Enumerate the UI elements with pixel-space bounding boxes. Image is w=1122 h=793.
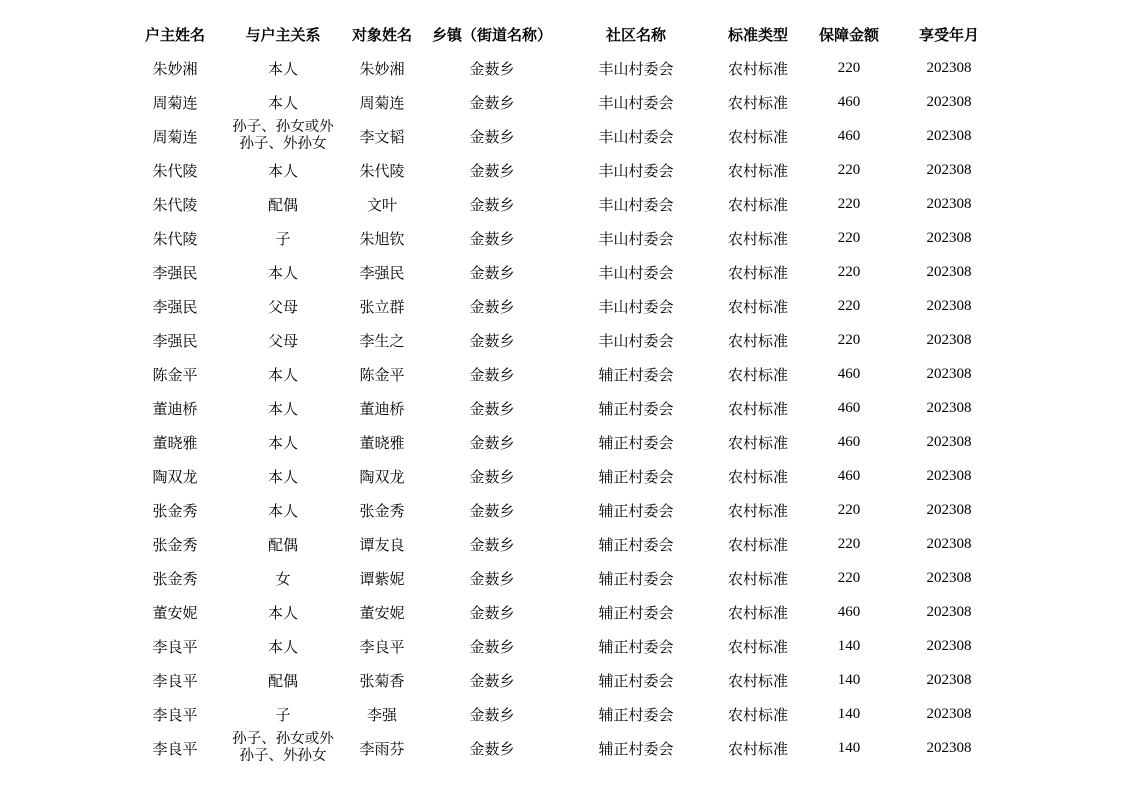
cell-relationship: 父母 — [267, 331, 298, 350]
cell-standard-type: 农村标准 — [727, 59, 788, 78]
cell-community: 丰山村委会 — [598, 59, 674, 78]
cell-community: 辅正村委会 — [598, 365, 674, 384]
cell-recipient-name: 谭紫妮 — [359, 569, 405, 588]
cell-householder-name: 陈金平 — [152, 365, 198, 384]
table-row — [120, 459, 1000, 493]
cell-standard-type: 农村标准 — [727, 127, 788, 146]
header-amount: 保障金额 — [818, 25, 879, 44]
cell-township: 金薮乡 — [469, 331, 515, 350]
cell-standard-type: 农村标准 — [727, 161, 788, 180]
cell-standard-type: 农村标准 — [727, 263, 788, 282]
cell-year-month: 202308 — [926, 501, 972, 518]
cell-community: 丰山村委会 — [598, 263, 674, 282]
table-row — [120, 493, 1000, 527]
cell-householder-name: 李良平 — [152, 671, 198, 690]
cell-year-month: 202308 — [926, 195, 972, 212]
cell-relationship: 孙子、孙女或外孙子、外孙女 — [232, 119, 334, 152]
cell-community: 丰山村委会 — [598, 195, 674, 214]
cell-community: 辅正村委会 — [598, 399, 674, 418]
cell-township: 金薮乡 — [469, 569, 515, 588]
cell-community: 辅正村委会 — [598, 671, 674, 690]
cell-householder-name: 李强民 — [152, 263, 198, 282]
cell-township: 金薮乡 — [469, 603, 515, 622]
cell-recipient-name: 张金秀 — [359, 501, 405, 520]
table-row — [120, 595, 1000, 629]
cell-standard-type: 农村标准 — [727, 365, 788, 384]
header-community: 社区名称 — [605, 25, 666, 44]
cell-recipient-name: 董迪桥 — [359, 399, 405, 418]
cell-householder-name: 陶双龙 — [152, 467, 198, 486]
cell-standard-type: 农村标准 — [727, 705, 788, 724]
cell-township: 金薮乡 — [469, 501, 515, 520]
cell-community: 丰山村委会 — [598, 331, 674, 350]
cell-relationship: 本人 — [267, 467, 298, 486]
cell-recipient-name: 李雨芬 — [359, 739, 405, 758]
cell-year-month: 202308 — [926, 671, 972, 688]
cell-year-month: 202308 — [926, 229, 972, 246]
cell-householder-name: 朱代陵 — [152, 195, 198, 214]
cell-amount: 460 — [837, 127, 861, 144]
cell-standard-type: 农村标准 — [727, 399, 788, 418]
cell-standard-type: 农村标准 — [727, 433, 788, 452]
cell-householder-name: 朱代陵 — [152, 161, 198, 180]
cell-relationship: 本人 — [267, 93, 298, 112]
cell-community: 辅正村委会 — [598, 535, 674, 554]
cell-recipient-name: 李文韬 — [359, 127, 405, 146]
cell-relationship: 配偶 — [267, 671, 298, 690]
cell-relationship: 本人 — [267, 637, 298, 656]
cell-householder-name: 董安妮 — [152, 603, 198, 622]
cell-community: 辅正村委会 — [598, 433, 674, 452]
cell-amount: 220 — [837, 569, 861, 586]
cell-recipient-name: 谭友良 — [359, 535, 405, 554]
table-row — [120, 323, 1000, 357]
cell-relationship: 女 — [275, 569, 291, 588]
header-standard-type: 标准类型 — [727, 25, 788, 44]
cell-amount: 460 — [837, 467, 861, 484]
cell-township: 金薮乡 — [469, 637, 515, 656]
cell-standard-type: 农村标准 — [727, 569, 788, 588]
cell-year-month: 202308 — [926, 127, 972, 144]
cell-recipient-name: 文叶 — [366, 195, 397, 214]
cell-relationship: 本人 — [267, 365, 298, 384]
table-row — [120, 629, 1000, 663]
cell-standard-type: 农村标准 — [727, 603, 788, 622]
cell-community: 辅正村委会 — [598, 569, 674, 588]
header-recipient-name: 对象姓名 — [351, 25, 412, 44]
cell-community: 辅正村委会 — [598, 603, 674, 622]
cell-amount: 220 — [837, 331, 861, 348]
cell-standard-type: 农村标准 — [727, 501, 788, 520]
cell-township: 金薮乡 — [469, 739, 515, 758]
cell-year-month: 202308 — [926, 297, 972, 314]
cell-year-month: 202308 — [926, 603, 972, 620]
cell-relationship: 子 — [275, 229, 291, 248]
table-row — [120, 85, 1000, 119]
cell-township: 金薮乡 — [469, 127, 515, 146]
cell-standard-type: 农村标准 — [727, 535, 788, 554]
cell-amount: 220 — [837, 59, 861, 76]
cell-standard-type: 农村标准 — [727, 637, 788, 656]
cell-recipient-name: 李强民 — [359, 263, 405, 282]
table-row — [120, 289, 1000, 323]
cell-year-month: 202308 — [926, 637, 972, 654]
cell-amount: 220 — [837, 195, 861, 212]
table-row — [120, 153, 1000, 187]
cell-community: 辅正村委会 — [598, 467, 674, 486]
cell-householder-name: 董晓雅 — [152, 433, 198, 452]
cell-year-month: 202308 — [926, 59, 972, 76]
header-township: 乡镇（街道名称） — [431, 25, 552, 44]
cell-year-month: 202308 — [926, 365, 972, 382]
cell-relationship: 本人 — [267, 433, 298, 452]
cell-householder-name: 朱代陵 — [152, 229, 198, 248]
table-row — [120, 561, 1000, 595]
cell-standard-type: 农村标准 — [727, 331, 788, 350]
cell-amount: 140 — [837, 739, 861, 756]
cell-amount: 460 — [837, 365, 861, 382]
cell-township: 金薮乡 — [469, 705, 515, 724]
cell-township: 金薮乡 — [469, 263, 515, 282]
cell-township: 金薮乡 — [469, 297, 515, 316]
table-body — [120, 51, 1000, 765]
table-row — [120, 187, 1000, 221]
cell-community: 丰山村委会 — [598, 297, 674, 316]
cell-relationship: 父母 — [267, 297, 298, 316]
cell-year-month: 202308 — [926, 161, 972, 178]
cell-relationship: 配偶 — [267, 535, 298, 554]
cell-amount: 460 — [837, 433, 861, 450]
cell-amount: 140 — [837, 637, 861, 654]
table-row — [120, 391, 1000, 425]
table-row — [120, 697, 1000, 731]
cell-township: 金薮乡 — [469, 161, 515, 180]
cell-standard-type: 农村标准 — [727, 93, 788, 112]
table-row — [120, 425, 1000, 459]
cell-community: 丰山村委会 — [598, 127, 674, 146]
cell-township: 金薮乡 — [469, 59, 515, 78]
cell-year-month: 202308 — [926, 263, 972, 280]
cell-township: 金薮乡 — [469, 195, 515, 214]
cell-householder-name: 李强民 — [152, 331, 198, 350]
cell-year-month: 202308 — [926, 433, 972, 450]
cell-householder-name: 朱妙湘 — [152, 59, 198, 78]
cell-standard-type: 农村标准 — [727, 467, 788, 486]
cell-township: 金薮乡 — [469, 93, 515, 112]
cell-relationship: 本人 — [267, 399, 298, 418]
cell-recipient-name: 朱代陵 — [359, 161, 405, 180]
cell-amount: 140 — [837, 705, 861, 722]
cell-year-month: 202308 — [926, 93, 972, 110]
cell-community: 辅正村委会 — [598, 501, 674, 520]
cell-recipient-name: 李强 — [366, 705, 397, 724]
document-page — [120, 17, 1000, 765]
cell-householder-name: 李良平 — [152, 739, 198, 758]
cell-householder-name: 张金秀 — [152, 535, 198, 554]
table-row — [120, 221, 1000, 255]
cell-community: 丰山村委会 — [598, 93, 674, 112]
table-row — [120, 527, 1000, 561]
cell-amount: 220 — [837, 297, 861, 314]
table-row — [120, 663, 1000, 697]
recipient-table — [120, 17, 1000, 765]
table-row — [120, 51, 1000, 85]
cell-relationship: 本人 — [267, 263, 298, 282]
cell-householder-name: 周菊连 — [152, 127, 198, 146]
cell-year-month: 202308 — [926, 705, 972, 722]
cell-amount: 220 — [837, 161, 861, 178]
cell-relationship: 本人 — [267, 161, 298, 180]
cell-householder-name: 李良平 — [152, 705, 198, 724]
cell-householder-name: 李良平 — [152, 637, 198, 656]
cell-standard-type: 农村标准 — [727, 229, 788, 248]
header-householder-name: 户主姓名 — [144, 25, 205, 44]
cell-householder-name: 董迪桥 — [152, 399, 198, 418]
cell-year-month: 202308 — [926, 535, 972, 552]
cell-township: 金薮乡 — [469, 467, 515, 486]
cell-amount: 220 — [837, 501, 861, 518]
table-row — [120, 255, 1000, 289]
cell-year-month: 202308 — [926, 467, 972, 484]
header-row — [120, 17, 1000, 51]
cell-amount: 460 — [837, 93, 861, 110]
cell-amount: 140 — [837, 671, 861, 688]
cell-township: 金薮乡 — [469, 229, 515, 248]
cell-township: 金薮乡 — [469, 535, 515, 554]
cell-relationship: 本人 — [267, 59, 298, 78]
cell-standard-type: 农村标准 — [727, 739, 788, 758]
cell-recipient-name: 董安妮 — [359, 603, 405, 622]
cell-year-month: 202308 — [926, 331, 972, 348]
cell-community: 辅正村委会 — [598, 739, 674, 758]
cell-recipient-name: 朱旭钦 — [359, 229, 405, 248]
cell-amount: 220 — [837, 229, 861, 246]
cell-amount: 460 — [837, 603, 861, 620]
cell-relationship: 本人 — [267, 501, 298, 520]
cell-recipient-name: 张菊香 — [359, 671, 405, 690]
table-row — [120, 357, 1000, 391]
cell-township: 金薮乡 — [469, 365, 515, 384]
cell-township: 金薮乡 — [469, 399, 515, 418]
cell-amount: 220 — [837, 263, 861, 280]
cell-year-month: 202308 — [926, 399, 972, 416]
cell-relationship: 配偶 — [267, 195, 298, 214]
cell-relationship: 本人 — [267, 603, 298, 622]
header-year-month: 享受年月 — [918, 25, 979, 44]
cell-township: 金薮乡 — [469, 433, 515, 452]
cell-standard-type: 农村标准 — [727, 671, 788, 690]
cell-recipient-name: 陶双龙 — [359, 467, 405, 486]
cell-householder-name: 张金秀 — [152, 501, 198, 520]
cell-recipient-name: 董晓雅 — [359, 433, 405, 452]
cell-community: 丰山村委会 — [598, 161, 674, 180]
cell-year-month: 202308 — [926, 739, 972, 756]
cell-amount: 460 — [837, 399, 861, 416]
cell-recipient-name: 李生之 — [359, 331, 405, 350]
header-relationship: 与户主关系 — [245, 25, 321, 44]
cell-recipient-name: 陈金平 — [359, 365, 405, 384]
cell-recipient-name: 李良平 — [359, 637, 405, 656]
cell-community: 辅正村委会 — [598, 637, 674, 656]
table-row — [120, 119, 1000, 153]
cell-community: 辅正村委会 — [598, 705, 674, 724]
cell-year-month: 202308 — [926, 569, 972, 586]
cell-amount: 220 — [837, 535, 861, 552]
cell-standard-type: 农村标准 — [727, 297, 788, 316]
cell-recipient-name: 周菊连 — [359, 93, 405, 112]
table-row — [120, 731, 1000, 765]
cell-householder-name: 周菊连 — [152, 93, 198, 112]
cell-relationship: 子 — [275, 705, 291, 724]
cell-community: 丰山村委会 — [598, 229, 674, 248]
cell-standard-type: 农村标准 — [727, 195, 788, 214]
cell-householder-name: 张金秀 — [152, 569, 198, 588]
cell-recipient-name: 朱妙湘 — [359, 59, 405, 78]
cell-relationship: 孙子、孙女或外孙子、外孙女 — [232, 731, 334, 764]
cell-householder-name: 李强民 — [152, 297, 198, 316]
cell-recipient-name: 张立群 — [359, 297, 405, 316]
cell-township: 金薮乡 — [469, 671, 515, 690]
